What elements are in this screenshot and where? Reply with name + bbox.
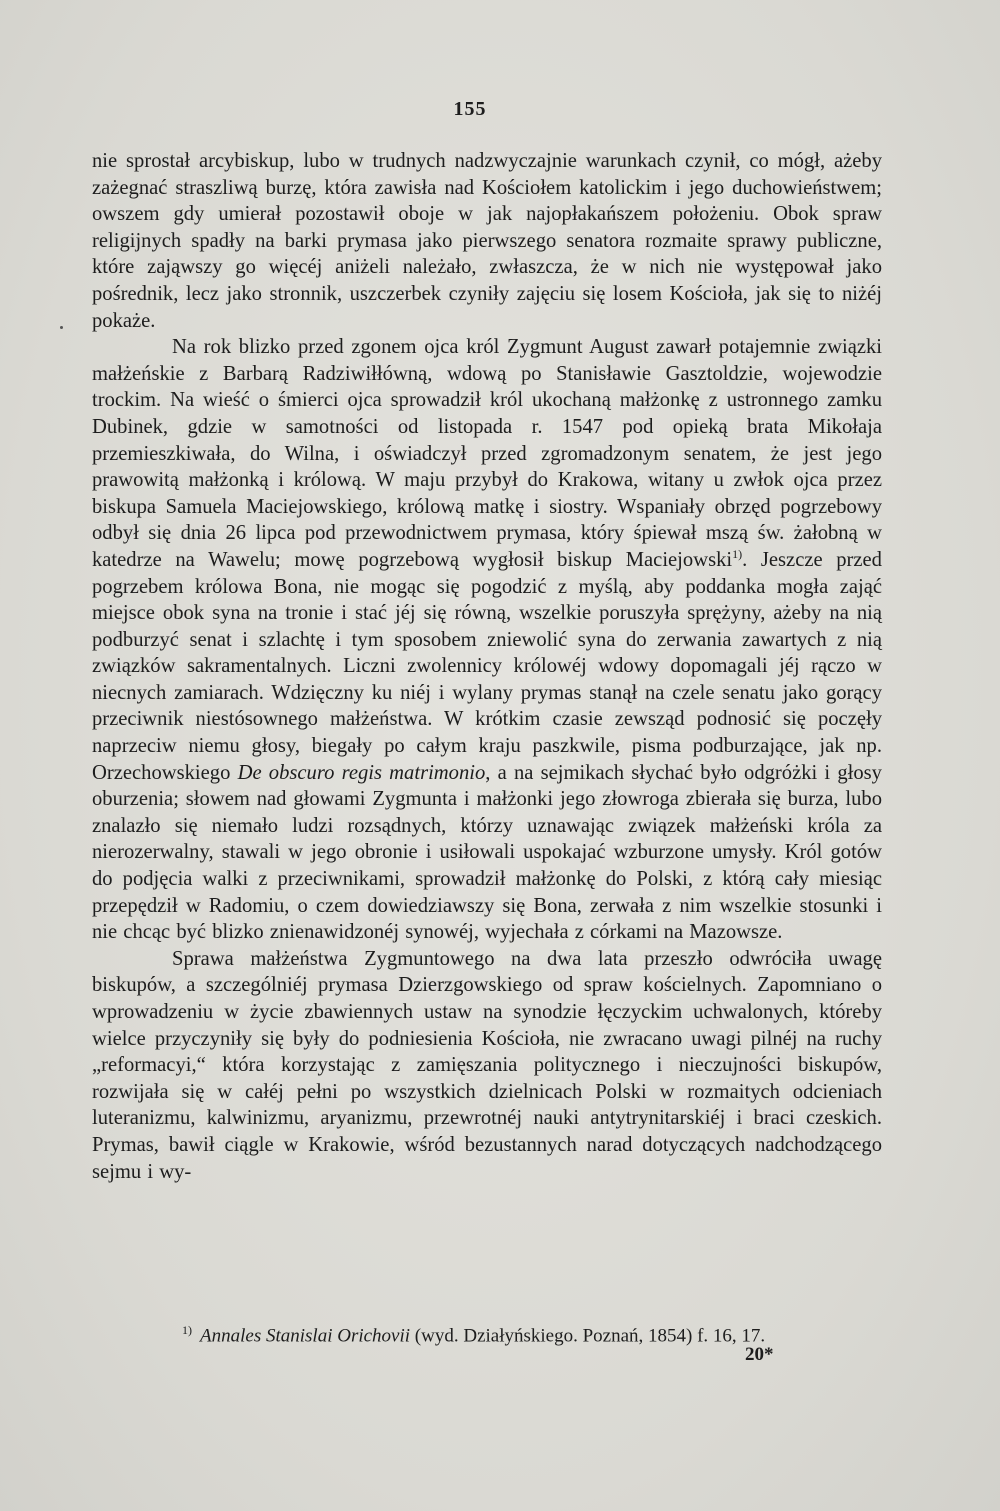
text-segment: nie sprostał arcybiskup, lubo w trudnych nadzwyczajnie warunkach czynił, co mógł, ażeby zażegnać straszliwą burzę, która zawisła nad Kościołem katolickim i jego duchowieństwem; owszem gdy umierał pozostawił oboje w jak najopłakańszem położeniu. Obok spraw religijnych spadły na barki prymasa jako pierwszego senatora rozmaite sprawy publiczne, które zająwszy go więcéj aniżeli należało, zwłaszcza, że w nich nie występował jako pośrednik, lecz jako stronnik, uszczerbek czyniły zajęciu się losem Kościoła, jak się to niżéj pokaże. [92, 150, 882, 332]
page-number: 155 [453, 98, 487, 120]
text-segment: , a na sejmikach słychać było odgróżki i głosy oburzenia; słowem nad głowami Zygmunta i małżonki jego złowroga zbierała się burza, lubo znalazło się niemało ludzi rozsądnych, którzy uznawając związek małżeński króla za nierozerwalny, stawali w jego obronie i usiłowali uspokajać wzburzone umysły. Król gotów do podjęcia walki z przeciwnikami, sprowadził małżonkę do Polski, z którą cały miesiąc przepędził w Radomiu, o czem dowiedziawszy się Bona, zerwała z nim wszelkie stosunki i nie chcąc być blizko znienawidzonéj synowéj, wyjechała z córkami na Mazowsze. [92, 761, 882, 944]
footnote [182, 1318, 892, 1348]
footnote-title: Annales Stanislai Orichovii [200, 1325, 411, 1347]
footnote-mark: 1) [182, 1323, 192, 1337]
text-segment: Na rok blizko przed zgonem ojca król Zygmunt August zawarł potajemnie związki małżeńskie z Barbarą Radziwiłłówną, wdową po Stanisławie Gasztoldzie, wojewodzie trockim. Na wieść o śmierci ojca sprowadził król ukochaną małżonkę z ustronnego zamku Dubinek, gdzie w samotności od listopada r. 1547 pod opieką brata Mikołaja przemieszkiwała, do Wilna, i oświadczył przed zgromadzonym senatem, że jest jego prawowitą małżonką i królową. W maju przybył do Krakowa, witany u zwłok ojca przez biskupa Samuela Maciejowskiego, królową matkę i siostry. Wspaniały obrzęd pogrzebowy odbył się dnia 26 lipca pod przewodnictwem prymasa, który śpiewał mszą św. żałobną w katedrze na Wawelu; mowę pogrzebową wygłosił biskup Maciejowski [92, 336, 882, 571]
paragraph-2 [92, 334, 882, 946]
paragraph-1 [92, 148, 882, 334]
text-segment: . Jeszcze przed pogrzebem królowa Bona, nie mogąc się pogodzić z myślą, aby poddanka mogła zająć miejsce obok syna na tronie i stać jéj się równą, wszelkie poruszyła sprężyny, ażeby na nią podburzyć senat i szlachtę i tym sposobem zniewolić syna do zerwania zawartych z nią związków sakramentalnych. Liczni zwolennicy królowéj wdowy dopomagali jéj rączo w niecnych zamiarach. Wdzięczny ku niéj i wylany prymas stanął na czele senatu jako gorący przeciwnik niestósownego małżeństwa. W krótkim czasie zewsząd podnosić się poczęły naprzeciw niemu głosy, biegały po całym kraju paszkwile, pisma podburzające, jak np. Orzechowskiego [92, 548, 882, 784]
italic-title: De obscuro regis matrimonio [237, 761, 486, 784]
signature-mark: 20* [745, 1344, 774, 1365]
footnote-reference: 1) [732, 547, 743, 562]
ink-spot [60, 326, 63, 329]
body-text [92, 148, 882, 1185]
text-segment: Sprawa małżeństwa Zygmuntowego na dwa lata przeszło odwróciła uwagę biskupów, a szczególniéj prymasa Dzierzgowskiego od spraw kościelnych. Zapomniano o wprowadzeniu w życie zbawiennych ustaw na synodzie łęczyckim uchwalonych, któreby wielce przyczyniły się były do podniesienia Kościoła, nie zwracano uwagi pilnéj na ruchy „reformacyi,“ która korzystając z zamięszania politycznego i nieczujności biskupów, rozwijała się w całéj pełni po wszystkich dzielnicach Polski w rozmaitych odcieniach luteranizmu, kalwinizmu, aryanizmu, przewrotnéj nauki antytrynitarskiéj i braci czeskich. Prymas, bawił ciągle w Krakowie, wśród bezustannych narad dotyczących nadchodzącego sejmu i wy- [92, 947, 882, 1183]
footnote-text: (wyd. Działyńskiego. Poznań, 1854) f. 16, 17. [410, 1325, 766, 1347]
paragraph-3 [92, 946, 882, 1185]
